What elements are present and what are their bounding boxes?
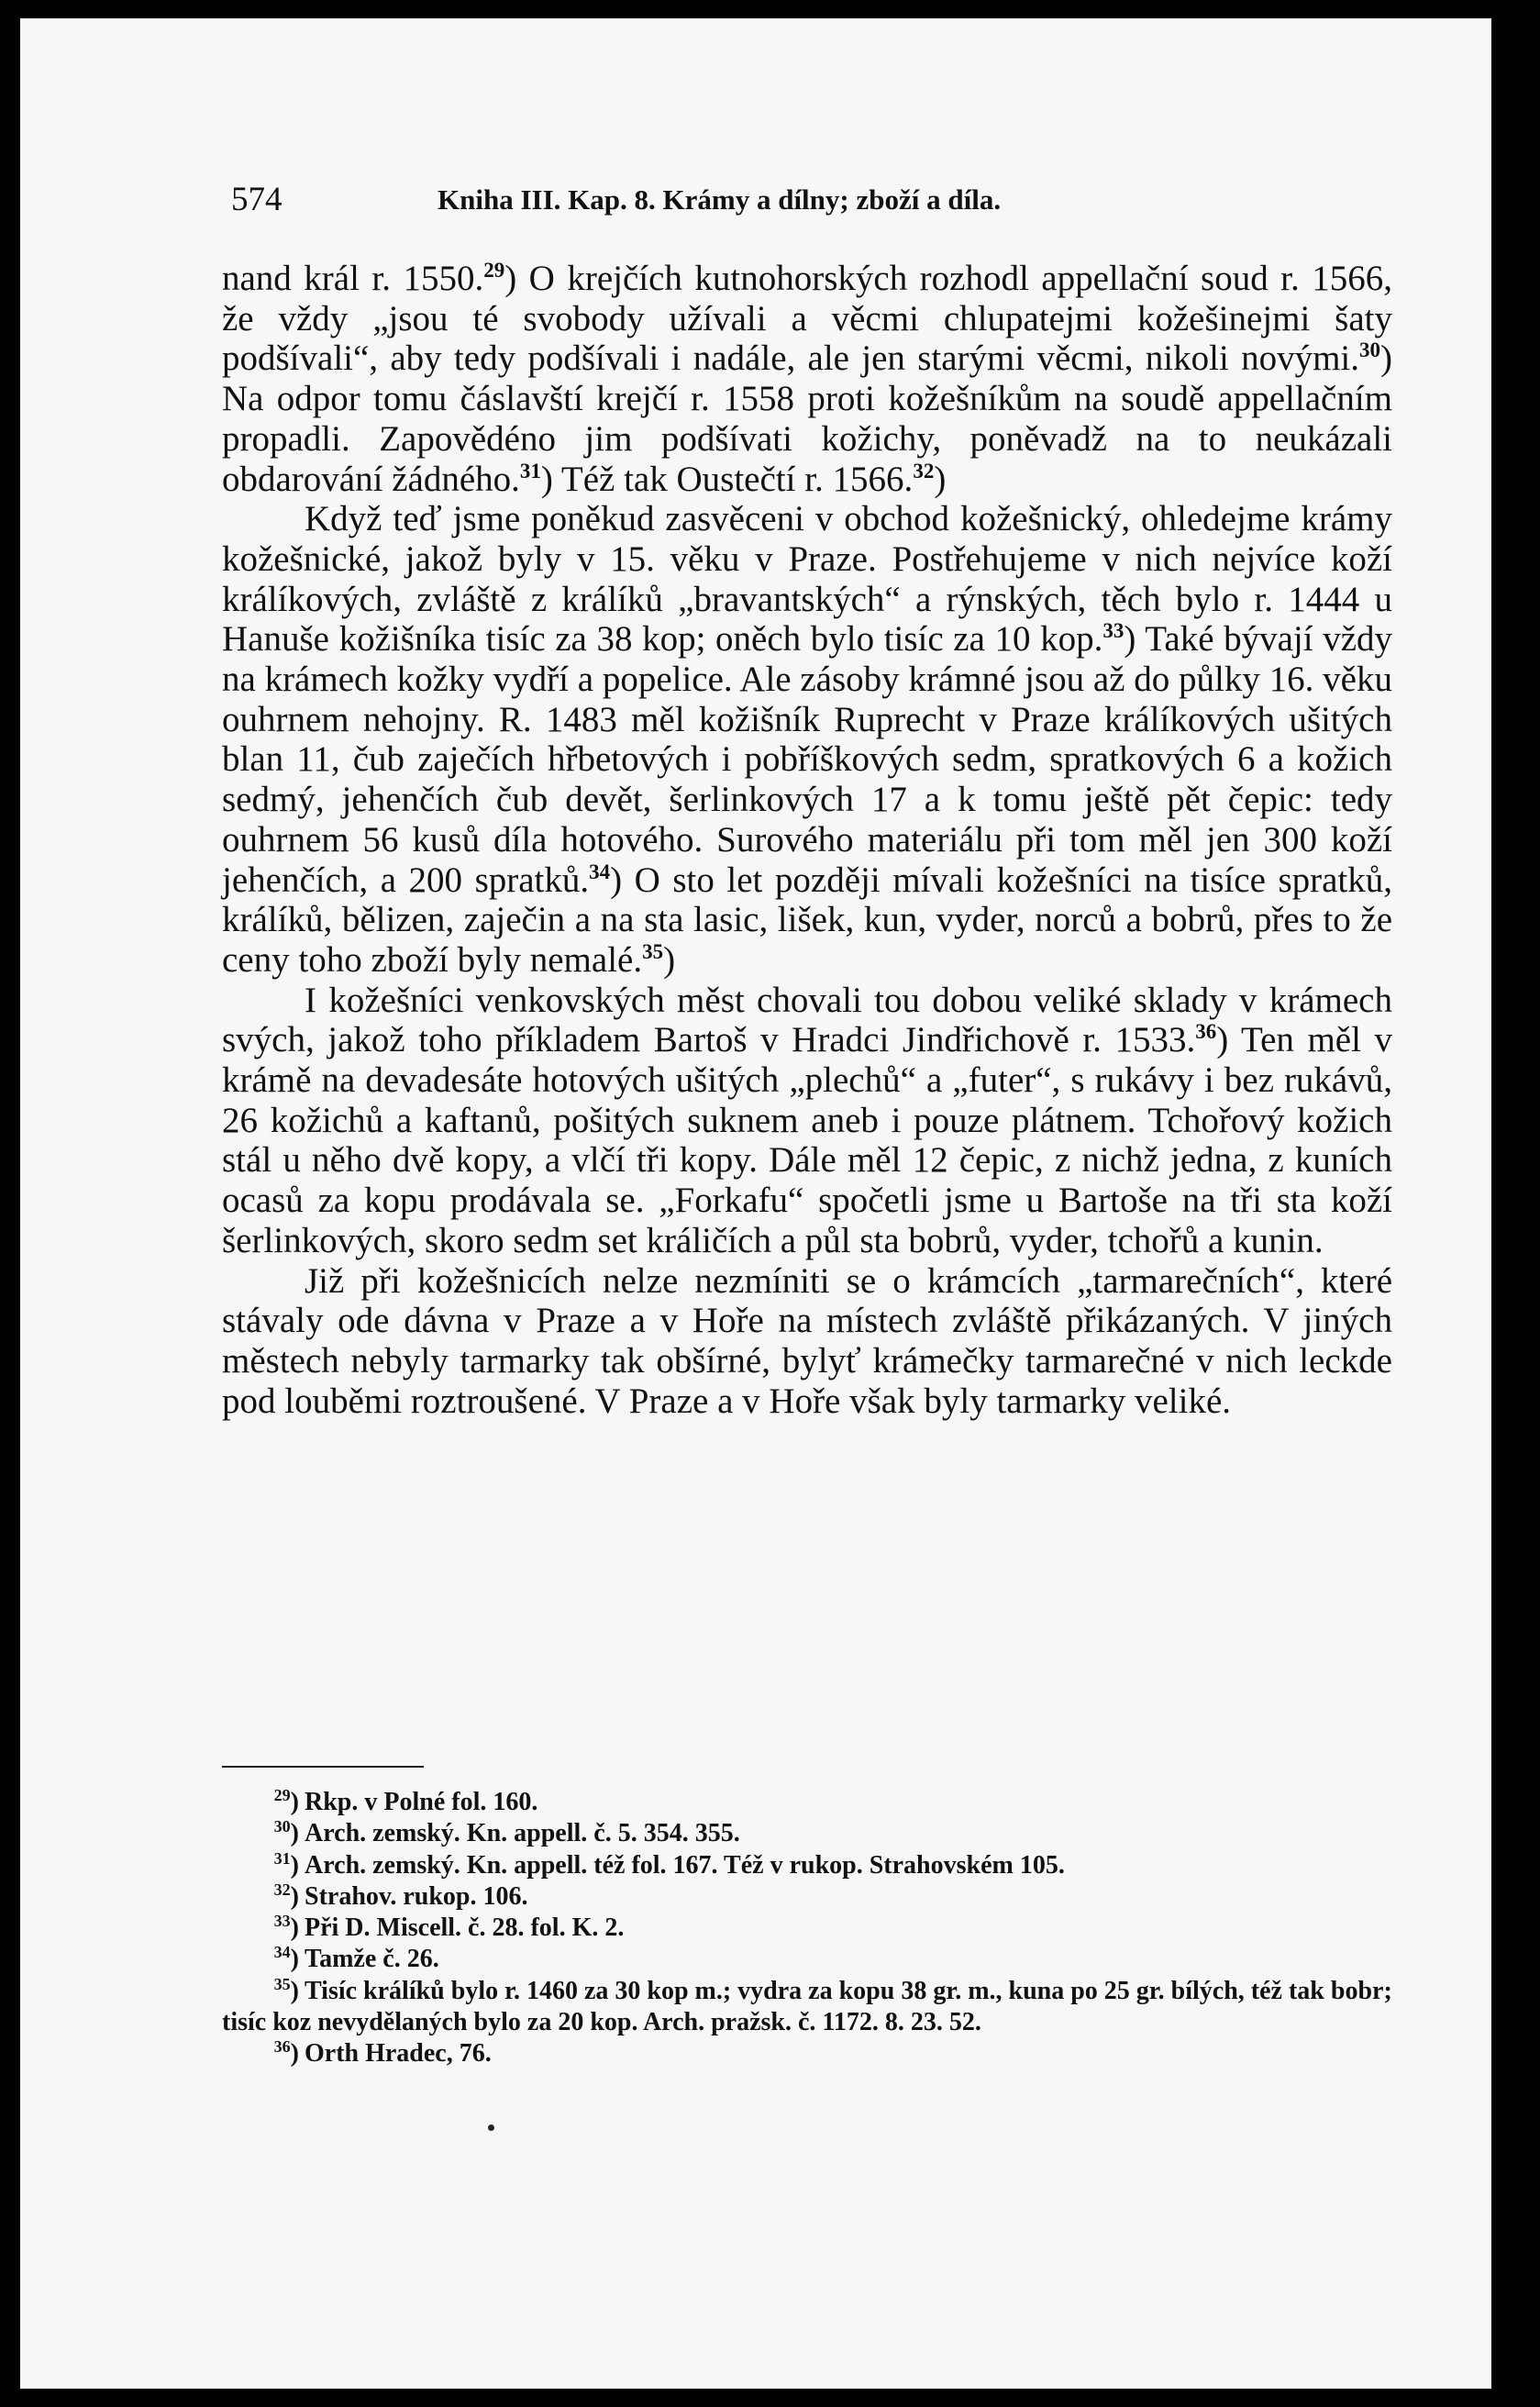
footnote: $^{31}$) Arch. zemský. Kn. appell. též fol. 167. Též v rukop. Strahovském 105.	[273, 1848, 1065, 1880]
footnote: $^{33}$) Při D. Miscell. č. 28. fol. K. 2.	[273, 1912, 625, 1943]
footnote-number: 34	[273, 1943, 291, 1962]
footnote-ref: 30	[1359, 338, 1380, 362]
paragraph	[222, 499, 1392, 980]
footnote: $^{34}$) Tamže č. 26.	[273, 1943, 439, 1974]
page-number: 574	[231, 181, 283, 218]
footnote: $^{30}$) Arch. zemský. Kn. appell. č. 5. 354. 355.	[273, 1817, 740, 1848]
footnote-number: 36	[273, 2037, 291, 2057]
footnote-number: 31	[273, 1848, 291, 1868]
page-header	[231, 163, 1286, 237]
footnote: $^{29}$) Rkp. v Polné fol. 160.	[273, 1786, 538, 1816]
footnote-text: Arch. zemský. Kn. appell. č. 5. 354. 355.	[305, 1819, 740, 1848]
footnote: $^{35}$) Tisíc králíků bylo r. 1460 za 30 kop m.; vydra za kopu 38 gr. m., kuna po 25 gr. bílých, též tak bobr; tisíc koz nevydělaných bylo za 20 kop. Arch. pražsk. č. 1172. 8. 23. 52.	[222, 1974, 1392, 2037]
paragraph	[222, 259, 1392, 499]
footnote: $^{32}$) Strahov. rukop. 106.	[273, 1880, 528, 1911]
text-run: Když teď jsme poněkud zasvěceni v obchod kožešnický, ohledejme krámy kožešnické, jakož byly v 15. věku v Praze. Postřehujeme v nich nejvíce koží králíkových, zvláště z králíků „bravantských“ a rýnských, těch bylo r. 1444 u Hanuše kožišníka tisíc za 38 kop; oněch bylo tisíc za 10 kop.	[222, 499, 1392, 660]
text-run: ) O krejčích kutnohorských rozhodl appellační soud r. 1566, že vždy „jsou té svobody užívali a věcmi chlupatejmi kožešinejmi šaty podšívali“, aby tedy podšívali i nadále, ale jen starými věcmi, nikoli novými.	[222, 259, 1392, 379]
main-text	[222, 259, 1392, 1421]
book-page	[20, 18, 1491, 2389]
text-run: )	[663, 939, 676, 980]
text-run: ) Také bývají vždy na krámech kožky vydří a popelice. Ale zásoby krámné jsou až do půlky 16. věku ouhrnem nehojny. R. 1483 měl kožišník Ruprecht v Praze králíkových ušitých blan 11, čub zaječích hřbetových i pobříškových sedm, spratkových 6 a kožich sedmý, jehenčích čub devět, šerlinkových 17 a k tomu ještě pět čepic: tedy ouhrnem 56 kusů díla hotového. Surového materiálu při tom měl jen 300 koží jehenčích, a 200 spratků.	[222, 619, 1393, 900]
text-run: ) Ten měl v krámě na devadesáte hotových ušitých „plechů“ a „futer“, s rukávy i bez rukávů, 26 kožichů a kaftanů, pošitých suknem aneb i pouze plátnem. Tchořový kožich stál u něho dvě kopy, a vlčí tři kopy. Dále měl 12 čepic, z nichž jedna, z kuních ocasů za kopu prodávala se. „Forkafu“ spočetli jsme u Bartoše na tři sta koží šerlinkových, skoro sedm set králičích a půl sta bobrů, vyder, tchořů a kunin.	[222, 1020, 1392, 1260]
text-run: ) Na odpor tomu čáslavští krejčí r. 1558 proti kožešníkům na soudě appellačním propadli. Zapovědéno jim podšívati kožichy, poněvadž na to neukázali obdarování žádného.	[222, 338, 1392, 499]
footnote-text: Rkp. v Polné fol. 160.	[305, 1788, 538, 1816]
text-run: )	[934, 459, 947, 499]
ink-speck	[488, 2124, 494, 2131]
footnote-ref: 33	[1102, 619, 1125, 643]
footnote-text: Arch. zemský. Kn. appell. též fol. 167. Též v rukop. Strahovském 105.	[305, 1850, 1065, 1880]
text-run: I kožešníci venkovských měst chovali tou dobou veliké sklady v krámech svých, jakož toho příkladem Bartoš v Hradci Jindřichově r. 1533.	[222, 980, 1392, 1060]
footnote-text: Strahov. rukop. 106.	[305, 1881, 528, 1911]
footnote-separator	[222, 1766, 424, 1768]
footnote-number: 29	[273, 1786, 291, 1804]
footnote-number: 35	[273, 1974, 291, 1993]
footnote-text: Při D. Miscell. č. 28. fol. K. 2.	[305, 1913, 625, 1943]
footnote-number: 30	[273, 1817, 291, 1836]
footnote-number: 32	[273, 1880, 291, 1899]
footnote-ref: 35	[642, 939, 664, 963]
footnote-text: Tamže č. 26.	[305, 1945, 439, 1974]
footnote-text: Orth Hradec, 76.	[305, 2039, 492, 2069]
paragraph	[222, 981, 1392, 1261]
footnote-text: Tisíc králíků bylo r. 1460 za 30 kop m.; vydra za kopu 38 gr. m., kuna po 25 gr. bílých, též tak bobr; tisíc koz nevydělaných bylo za 20 kop. Arch. pražsk. č. 1172. 8. 23. 52.	[222, 1976, 1392, 2037]
footnote: $^{36}$) Orth Hradec, 76.	[273, 2037, 492, 2069]
paragraph	[222, 1261, 1392, 1422]
footnote-ref: 34	[589, 860, 611, 883]
text-run: ) O sto let později mívali kožešníci na tisíce spratků, králíků, bělizen, zaječin a na sta lasic, lišek, kun, vyder, norců a bobrů, přes to že ceny toho zboží byly nemalé.	[222, 860, 1392, 980]
footnote-number: 33	[273, 1912, 291, 1931]
text-run: ) Též tak Oustečtí r. 1566.	[540, 459, 914, 499]
footnote-ref: 31	[519, 459, 541, 483]
footnotes	[222, 1787, 1392, 2070]
text-run: nand král r. 1550.	[222, 259, 484, 298]
footnote-ref: 36	[1195, 1020, 1217, 1044]
footnote-ref: 32	[913, 459, 935, 483]
text-run: Již při kožešnicích nelze nezmíniti se o krámcích „tarmarečních“, které stávaly ode dávna v Praze a v Hoře na místech zvláště přikázaných. V jiných městech nebyly tarmarky tak obšírné, bylyť krámečky tarmarečné v nich leckde pod louběmi roztroušené. V Praze a v Hoře však byly tarmarky veliké.	[222, 1260, 1392, 1421]
running-title: Kniha III. Kap. 8. Krámy a dílny; zboží a díla.	[438, 183, 1002, 216]
footnote-ref: 29	[483, 259, 505, 282]
